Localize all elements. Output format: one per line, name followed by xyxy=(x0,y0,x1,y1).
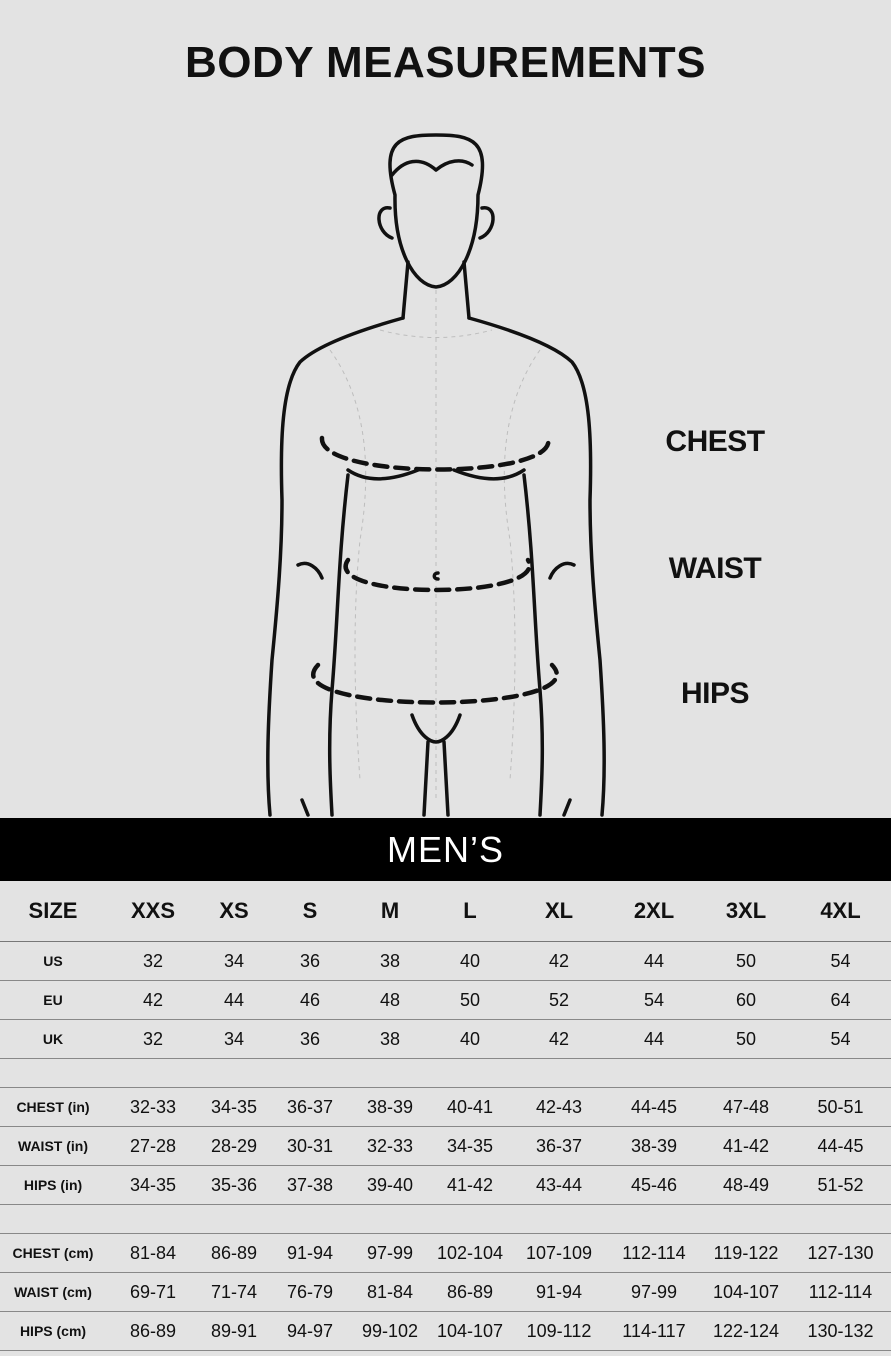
table-cell: 54 xyxy=(830,1028,851,1049)
table-cell: 109-112 xyxy=(526,1320,592,1341)
table-cell: 122-124 xyxy=(712,1320,780,1341)
table-row xyxy=(0,1234,891,1273)
table-cell: 71-74 xyxy=(210,1281,258,1302)
table-row xyxy=(0,1273,891,1312)
table-cell: 34-35 xyxy=(129,1174,177,1195)
column-header-m: M xyxy=(380,898,400,923)
table-cell: 86-89 xyxy=(446,1281,494,1302)
column-header-4xl: 4XL xyxy=(820,898,861,923)
table-cell: 43-44 xyxy=(535,1174,583,1195)
page-title: BODY MEASUREMENTS xyxy=(184,38,707,87)
table-cell: 28-29 xyxy=(210,1135,258,1156)
table-cell: 60 xyxy=(735,989,757,1010)
table-cell: 107-109 xyxy=(525,1242,593,1263)
hips-label: HIPS xyxy=(680,677,750,710)
table-cell: 41-42 xyxy=(722,1135,770,1156)
table-cell: 40-41 xyxy=(446,1096,494,1117)
table-cell: 119-122 xyxy=(713,1242,779,1263)
table-cell: 42 xyxy=(142,989,164,1010)
table-cell: 97-99 xyxy=(630,1281,678,1302)
row-label: HIPS (in) xyxy=(23,1177,83,1193)
table-cell: 27-28 xyxy=(129,1135,177,1156)
table-cell: 44 xyxy=(643,1028,665,1049)
table-cell: 47-48 xyxy=(722,1096,770,1117)
table-cell: 45-46 xyxy=(630,1174,678,1195)
group-spacer-row xyxy=(0,1059,891,1088)
table-cell: 86-89 xyxy=(129,1320,177,1341)
table-cell: 30-31 xyxy=(286,1135,334,1156)
table-cell: 38-39 xyxy=(630,1135,678,1156)
table-cell: 127-130 xyxy=(807,1242,874,1263)
table-row xyxy=(0,981,891,1020)
table-cell: 64 xyxy=(830,989,851,1010)
table-cell: 40 xyxy=(459,950,481,971)
table-cell: 34 xyxy=(223,950,245,971)
table-cell: 42 xyxy=(548,1028,570,1049)
table-cell: 50 xyxy=(459,989,481,1010)
row-label: WAIST (in) xyxy=(18,1138,88,1154)
table-cell: 54 xyxy=(830,950,851,971)
table-cell: 42 xyxy=(548,950,570,971)
table-cell: 34-35 xyxy=(210,1096,258,1117)
row-label: CHEST (in) xyxy=(16,1099,90,1115)
table-cell: 81-84 xyxy=(366,1281,414,1302)
waist-label: WAIST xyxy=(668,552,762,585)
table-cell: 104-107 xyxy=(712,1281,780,1302)
column-header-3xl: 3XL xyxy=(725,898,767,923)
table-row xyxy=(0,1127,891,1166)
row-label: UK xyxy=(42,1031,64,1047)
table-row xyxy=(0,1166,891,1205)
table-cell: 38-39 xyxy=(366,1096,414,1117)
table-cell: 37-38 xyxy=(286,1174,334,1195)
group-spacer-row xyxy=(0,1205,891,1234)
table-cell: 50 xyxy=(735,950,757,971)
table-cell: 32 xyxy=(142,1028,164,1049)
table-cell: 69-71 xyxy=(129,1281,177,1302)
table-cell: 32-33 xyxy=(129,1096,177,1117)
table-cell: 48 xyxy=(379,989,401,1010)
column-header-xxs: XXS xyxy=(130,898,176,923)
table-cell: 39-40 xyxy=(366,1174,414,1195)
column-header-xl: XL xyxy=(544,898,574,923)
table-header-row xyxy=(0,881,891,942)
table-row xyxy=(0,942,891,981)
table-cell: 102-104 xyxy=(436,1242,504,1263)
section-banner-mens: MEN’S xyxy=(0,818,891,881)
table-cell: 46 xyxy=(299,989,321,1010)
column-header-l: L xyxy=(463,898,477,923)
table-cell: 130-132 xyxy=(807,1320,874,1341)
hips-measure-line xyxy=(313,665,557,703)
table-cell: 51-52 xyxy=(817,1174,864,1195)
table-cell: 97-99 xyxy=(366,1242,414,1263)
column-header-size: SIZE xyxy=(28,898,78,923)
table-cell: 112-114 xyxy=(808,1281,873,1302)
table-cell: 99-102 xyxy=(361,1320,419,1341)
table-cell: 38 xyxy=(379,1028,401,1049)
table-cell: 36 xyxy=(299,950,321,971)
table-cell: 36-37 xyxy=(286,1096,334,1117)
column-header-2xl: 2XL xyxy=(633,898,675,923)
table-cell: 86-89 xyxy=(210,1242,258,1263)
table-cell: 44-45 xyxy=(630,1096,678,1117)
table-cell: 50-51 xyxy=(817,1096,864,1117)
table-cell: 38 xyxy=(379,950,401,971)
table-cell: 34-35 xyxy=(446,1135,494,1156)
table-cell: 32-33 xyxy=(366,1135,414,1156)
table-cell: 91-94 xyxy=(286,1242,334,1263)
row-label: CHEST (cm) xyxy=(12,1245,94,1261)
table-cell: 104-107 xyxy=(436,1320,504,1341)
table-cell: 44 xyxy=(643,950,665,971)
table-cell: 52 xyxy=(548,989,570,1010)
chest-measure-line xyxy=(322,438,548,470)
table-cell: 48-49 xyxy=(722,1174,770,1195)
column-header-s: S xyxy=(302,898,318,923)
table-cell: 112-114 xyxy=(622,1242,686,1263)
table-cell: 114-117 xyxy=(622,1320,686,1341)
table-cell: 44 xyxy=(223,989,245,1010)
table-cell: 34 xyxy=(223,1028,245,1049)
table-cell: 36 xyxy=(299,1028,321,1049)
table-row xyxy=(0,1088,891,1127)
table-cell: 76-79 xyxy=(286,1281,334,1302)
table-row xyxy=(0,1020,891,1059)
row-label: WAIST (cm) xyxy=(14,1284,92,1300)
table-cell: 91-94 xyxy=(535,1281,583,1302)
column-header-xs: XS xyxy=(219,898,249,923)
table-cell: 54 xyxy=(643,989,665,1010)
table-cell: 32 xyxy=(142,950,164,971)
size-chart-table xyxy=(0,881,891,1351)
row-label: US xyxy=(43,953,63,969)
table-cell: 50 xyxy=(735,1028,757,1049)
table-cell: 81-84 xyxy=(129,1242,177,1263)
table-cell: 36-37 xyxy=(535,1135,583,1156)
table-cell: 35-36 xyxy=(210,1174,258,1195)
waist-measure-line xyxy=(346,560,530,590)
table-cell: 41-42 xyxy=(446,1174,494,1195)
table-cell: 89-91 xyxy=(210,1320,258,1341)
table-cell: 44-45 xyxy=(817,1135,864,1156)
row-label: EU xyxy=(43,992,63,1008)
row-label: HIPS (cm) xyxy=(19,1323,87,1339)
table-row xyxy=(0,1312,891,1351)
chest-label: CHEST xyxy=(665,425,765,458)
table-cell: 94-97 xyxy=(286,1320,334,1341)
table-cell: 42-43 xyxy=(535,1096,583,1117)
table-cell: 40 xyxy=(459,1028,481,1049)
